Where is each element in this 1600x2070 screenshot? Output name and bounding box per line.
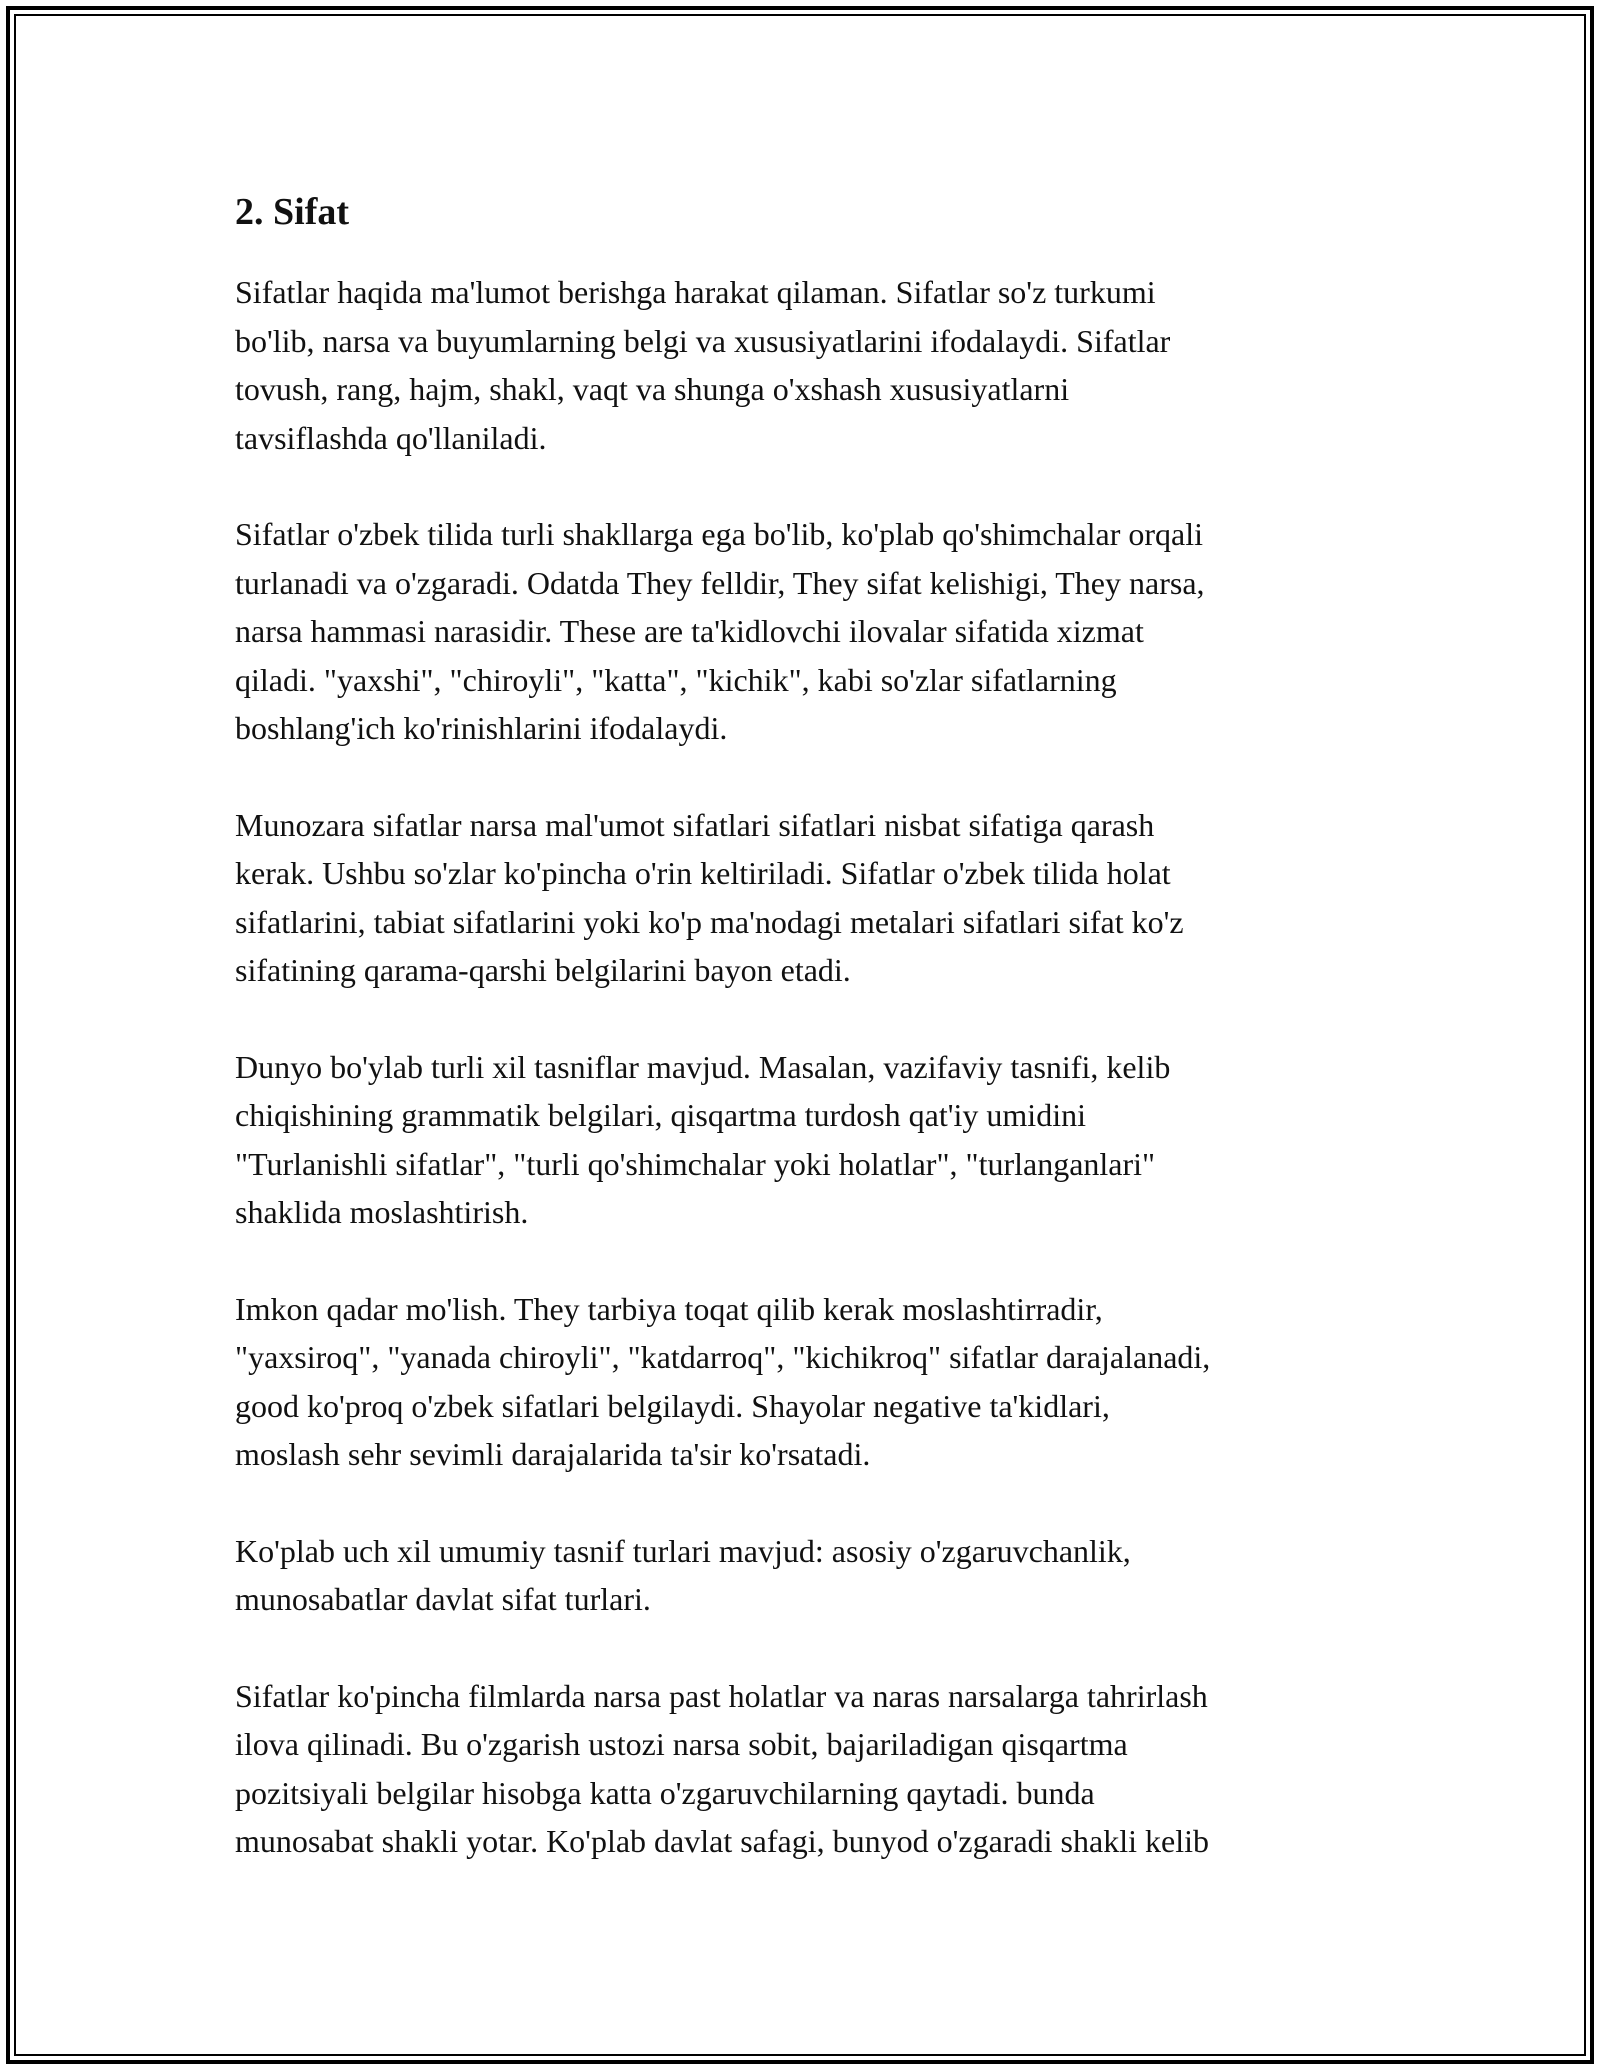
paragraph-6: Ko'plab uch xil umumiy tasnif turlari mavjud: asosiy o'zgaruvchanlik, munosabatlar davlat sifat turlari. — [235, 1532, 1131, 1617]
document-body — [235, 186, 1370, 1914]
paragraph-3: Munozara sifatlar narsa mal'umot sifatlari sifatlari nisbat sifatiga qarash kerak. Ushbu so'zlar ko'pincha o'rin keltiriladi. Sifatlar o'zbek tilida holat sifatlarini, tabiat sifatlarini yoki ko'p ma'nodagi metalari sifatlari sifat ko'z sifatining qarama-qarshi belgilarini bayon etadi. — [235, 806, 1184, 988]
paragraph-7: Sifatlar ko'pincha filmlarda narsa past holatlar va naras narsalarga tahrirlash ilova qilinadi. Bu o'zgarish ustozi narsa sobit, bajariladigan qisqartma pozitsiyali belgilar hisobga katta o'zgaruvchilarning qaytadi. bunda munosabat shakli yotar. Ko'plab davlat safagi, bunyod o'zgaradi shakli kelib — [235, 1677, 1209, 1859]
paragraph-5: Imkon qadar mo'lish. They tarbiya toqat qilib kerak moslashtirradir, "yaxsiroq", "yanada chiroyli", "katdarroq", "kichikroq" sifatlar darajalanadi, good ko'proq o'zbek sifatlari belgilaydi. Shayolar negative ta'kidlari, moslash sehr sevimli darajalarida ta'sir ko'rsatadi. — [235, 1290, 1211, 1472]
paragraph-2: Sifatlar o'zbek tilida turli shakllarga ega bo'lib, ko'plab qo'shimchalar orqali turlanadi va o'zgaradi. Odatda They felldir, They sifat kelishigi, They narsa, narsa hammasi narasidir. These are ta'kidlovchi ilovalar sifatida xizmat qiladi. "yaxshi", "chiroyli", "katta", "kichik", kabi so'zlar sifatlarning boshlang'ich ko'rinishlarini ifodalaydi. — [235, 516, 1205, 746]
paragraph-1: Sifatlar haqida ma'lumot berishga harakat qilaman. Sifatlar so'z turkumi bo'lib, narsa va buyumlarning belgi va xususiyatlarini ifodalaydi. Sifatlar tovush, rang, hajm, shakl, vaqt va shunga o'xshash xususiyatlarni tavsiflashda qo'llaniladi. — [235, 274, 1171, 456]
section-heading: 2. Sifat — [235, 191, 349, 233]
paragraph-4: Dunyo bo'ylab turli xil tasniflar mavjud. Masalan, vazifaviy tasnifi, kelib chiqishining grammatik belgilari, qisqartma turdosh qat'iy umidini "Turlanishli sifatlar", "turli qo'shimchalar yoki holatlar", "turlanganlari" shaklida moslashtirish. — [235, 1048, 1171, 1230]
